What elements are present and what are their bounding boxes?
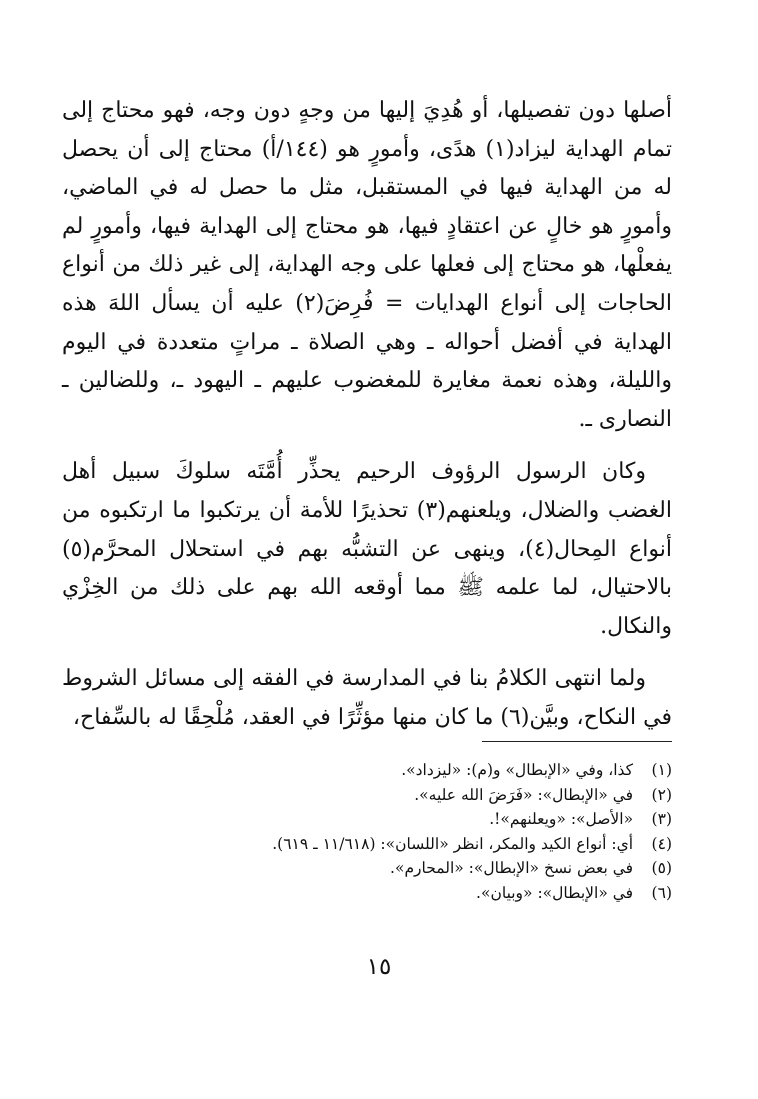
footnote-number: (٢) — [651, 785, 672, 804]
footnote-5 — [62, 856, 672, 881]
footnote-2 — [62, 783, 672, 808]
footnote-number: (٣) — [651, 810, 672, 829]
footnote-text: في «الإبطال»: «وبيان». — [476, 883, 634, 902]
footnote-text: «الأصل»: «ويعلنهم»!. — [489, 810, 634, 829]
paragraph-2: وكان الرسول الرؤوف الرحيم يحذِّر أُمَّتَه سلوكَ سبيل أهل الغضب والضلال، ويلعنهم(٣) تحذيرًا للأمة أن يرتكبوا ما ارتكبوه من أنواع المِحال(٤)، وينهى عن التشبُّه بهم في استحلال المحرَّم(٥) بالاحتيال، لما علمه ﷺ مما أوقعه الله بهم على ذلك من الخِزْي والنكال. — [62, 459, 672, 639]
footnote-text: في «الإبطال»: «فَرَضَ الله عليه». — [414, 785, 634, 804]
paragraph-1: أصلها دون تفصيلها، أو هُدِيَ إليها من وجهٍ دون وجه، فهو محتاج إلى تمام الهداية ليزاد(١) هدًى، وأمورٍ هو (١٤٤/أ) محتاج إلى أن يحصل له من الهداية فيها في المستقبل، مثل ما حصل له في الماضي، وأمورٍ هو خالٍ عن اعتقادٍ فيها، هو محتاج إلى الهداية فيها، وأمورٍ لم يفعلْها، هو محتاج إلى فعلها على وجه الهداية، إلى غير ذلك من أنواع الحاجات إلى أنواع الهدايات = فُرِضَ(٢) عليه أن يسأل اللهَ هذه الهداية في أفضل أحواله ـ وهي الصلاة ـ مراتٍ متعددة في اليوم والليلة، وهذه نعمة مغايرة للمغضوب عليهم ـ اليهود ـ، وللضالين ـ النصارى ـ. — [62, 98, 672, 432]
footnotes-list — [62, 758, 672, 906]
footnote-number: (٥) — [651, 859, 672, 878]
footnote-divider — [482, 741, 672, 742]
footnote-number: (١) — [651, 761, 672, 779]
footnote-text: في بعض نسخ «الإبطال»: «المحارم». — [390, 859, 634, 878]
page-number: ١٥ — [366, 954, 392, 980]
footnote-number: (٦) — [651, 883, 672, 902]
footnote-1 — [62, 758, 672, 783]
footnote-number: (٤) — [651, 834, 672, 853]
footnote-6 — [62, 881, 672, 906]
footnote-3 — [62, 807, 672, 832]
main-text — [62, 92, 672, 738]
footnote-text: أي: أنواع الكيد والمكر، انظر «اللسان»: (١١/٦١٨ ـ ٦١٩). — [272, 834, 634, 853]
footnote-4 — [62, 832, 672, 857]
paragraph-3: ولما انتهى الكلامُ بنا في المدارسة في الفقه إلى مسائل الشروط في النكاح، وبيَّن(٦) ما كان منها مؤثِّرًا في العقد، مُلْحِقًا له بالسِّفاح، — [62, 666, 672, 730]
footnote-text: كذا، وفي «الإبطال» و(م): «ليزداد». — [401, 761, 634, 779]
